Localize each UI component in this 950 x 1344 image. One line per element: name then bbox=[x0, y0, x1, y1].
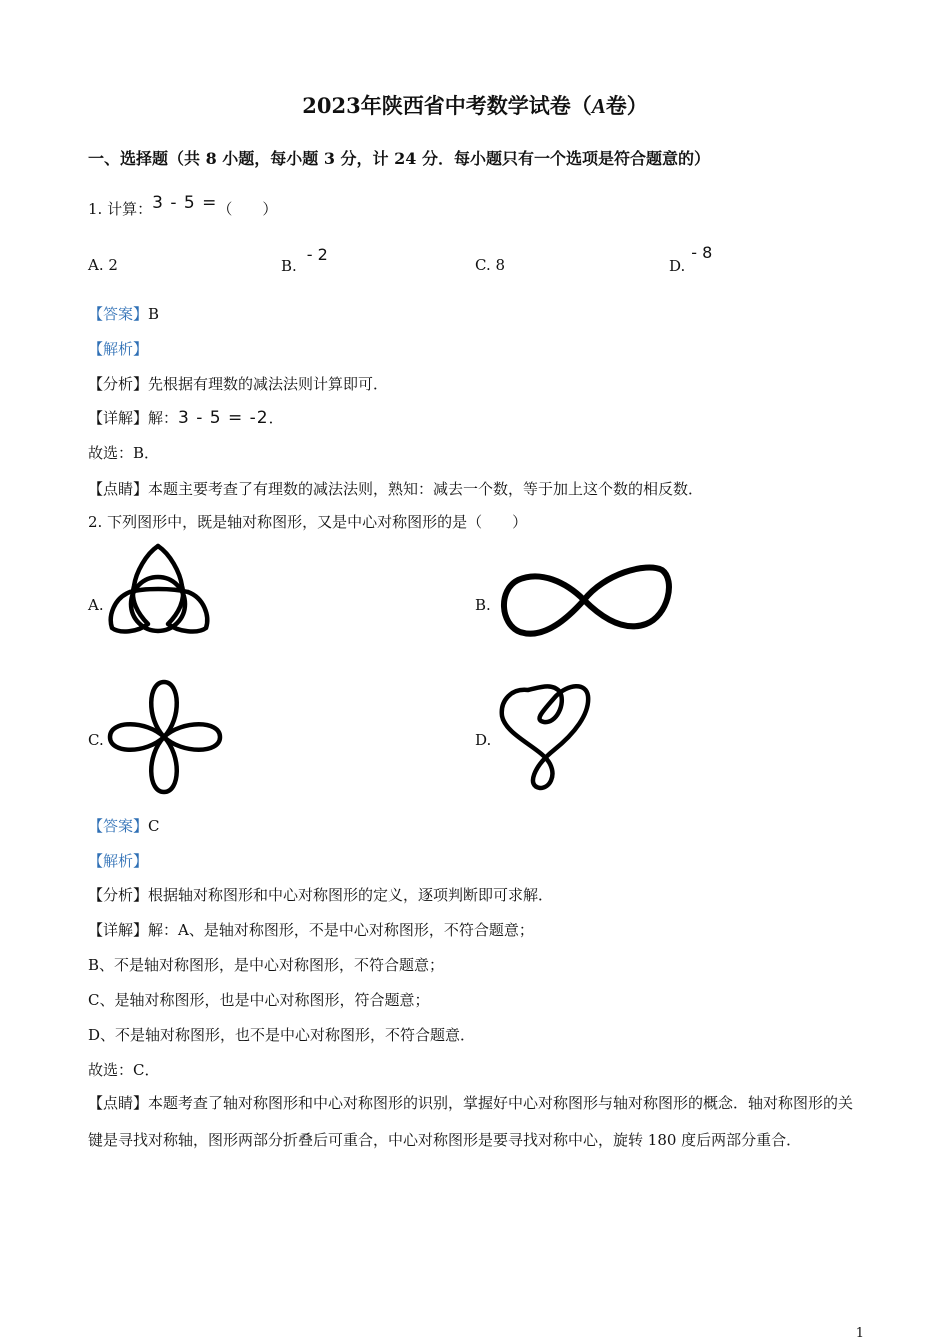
q2-option-c-label: C. bbox=[88, 731, 104, 749]
page-title: 2023年陕西省中考数学试卷（A卷） bbox=[302, 93, 648, 118]
q2-dianjing: 【点睛】本题考查了轴对称图形和中心对称图形的识别，掌握好中心对称图形与轴对称图形的概念．轴对称图形的关键是寻找对称轴，图形两部分折叠后可重合，中心对称图形是要寻找对称中心，旋转 180 度后两部分重合． bbox=[88, 1094, 854, 1149]
q2-fenxi: 【分析】根据轴对称图形和中心对称图形的定义，逐项判断即可求解． bbox=[88, 886, 554, 904]
q2-xiangjie: 【详解】解：A、是轴对称图形，不是中心对称图形，不符合题意； bbox=[88, 921, 534, 939]
four-petal-flower-icon bbox=[106, 678, 226, 796]
q1-option-a: A. 2 bbox=[88, 256, 118, 274]
heart-loop-icon bbox=[498, 680, 598, 794]
q2-guxuan: 故选：C． bbox=[88, 1061, 160, 1079]
q1-option-d: D.- 8 bbox=[669, 243, 713, 275]
page-number: 1 bbox=[855, 1326, 864, 1341]
q2-analysis-tag: 【解析】 bbox=[88, 852, 149, 870]
q1-guxuan: 故选：B． bbox=[88, 444, 160, 462]
q2-line-c: C、是轴对称图形，也是中心对称图形，符合题意； bbox=[88, 991, 430, 1009]
q1-option-b: B.- 2 bbox=[281, 245, 328, 275]
q1-answer: 【答案】B bbox=[88, 305, 160, 323]
q2-line-d: D、不是轴对称图形，也不是中心对称图形，不符合题意． bbox=[88, 1026, 476, 1044]
q2-option-d-label: D. bbox=[475, 731, 492, 749]
infinity-icon bbox=[496, 560, 676, 640]
q2-answer: 【答案】C bbox=[88, 817, 160, 835]
q1-option-c: C. 8 bbox=[475, 256, 506, 274]
q2-option-b-label: B. bbox=[475, 596, 491, 614]
q2-line-b: B、不是轴对称图形，是中心对称图形，不符合题意； bbox=[88, 956, 445, 974]
q1-analysis-tag: 【解析】 bbox=[88, 340, 149, 358]
q1-fenxi: 【分析】先根据有理数的减法法则计算即可． bbox=[88, 375, 389, 393]
q1-dianjing: 【点睛】本题主要考查了有理数的减法法则，熟知：减去一个数，等于加上这个数的相反数． bbox=[88, 480, 704, 498]
q1-xiangjie: 【详解】解：3 - 5 = -2． bbox=[88, 408, 284, 428]
q2-stem: 2. 下列图形中，既是轴对称图形，又是中心对称图形的是（ ） bbox=[88, 513, 528, 531]
q2-option-a-label: A. bbox=[88, 596, 104, 614]
section-heading: 一、选择题（共 8 小题，每小题 3 分，计 24 分．每小题只有一个选项是符合题意的） bbox=[88, 149, 710, 168]
q1-stem: 1. 计算：3 - 5 =（ ） bbox=[88, 193, 278, 218]
trefoil-knot-icon bbox=[104, 542, 214, 642]
